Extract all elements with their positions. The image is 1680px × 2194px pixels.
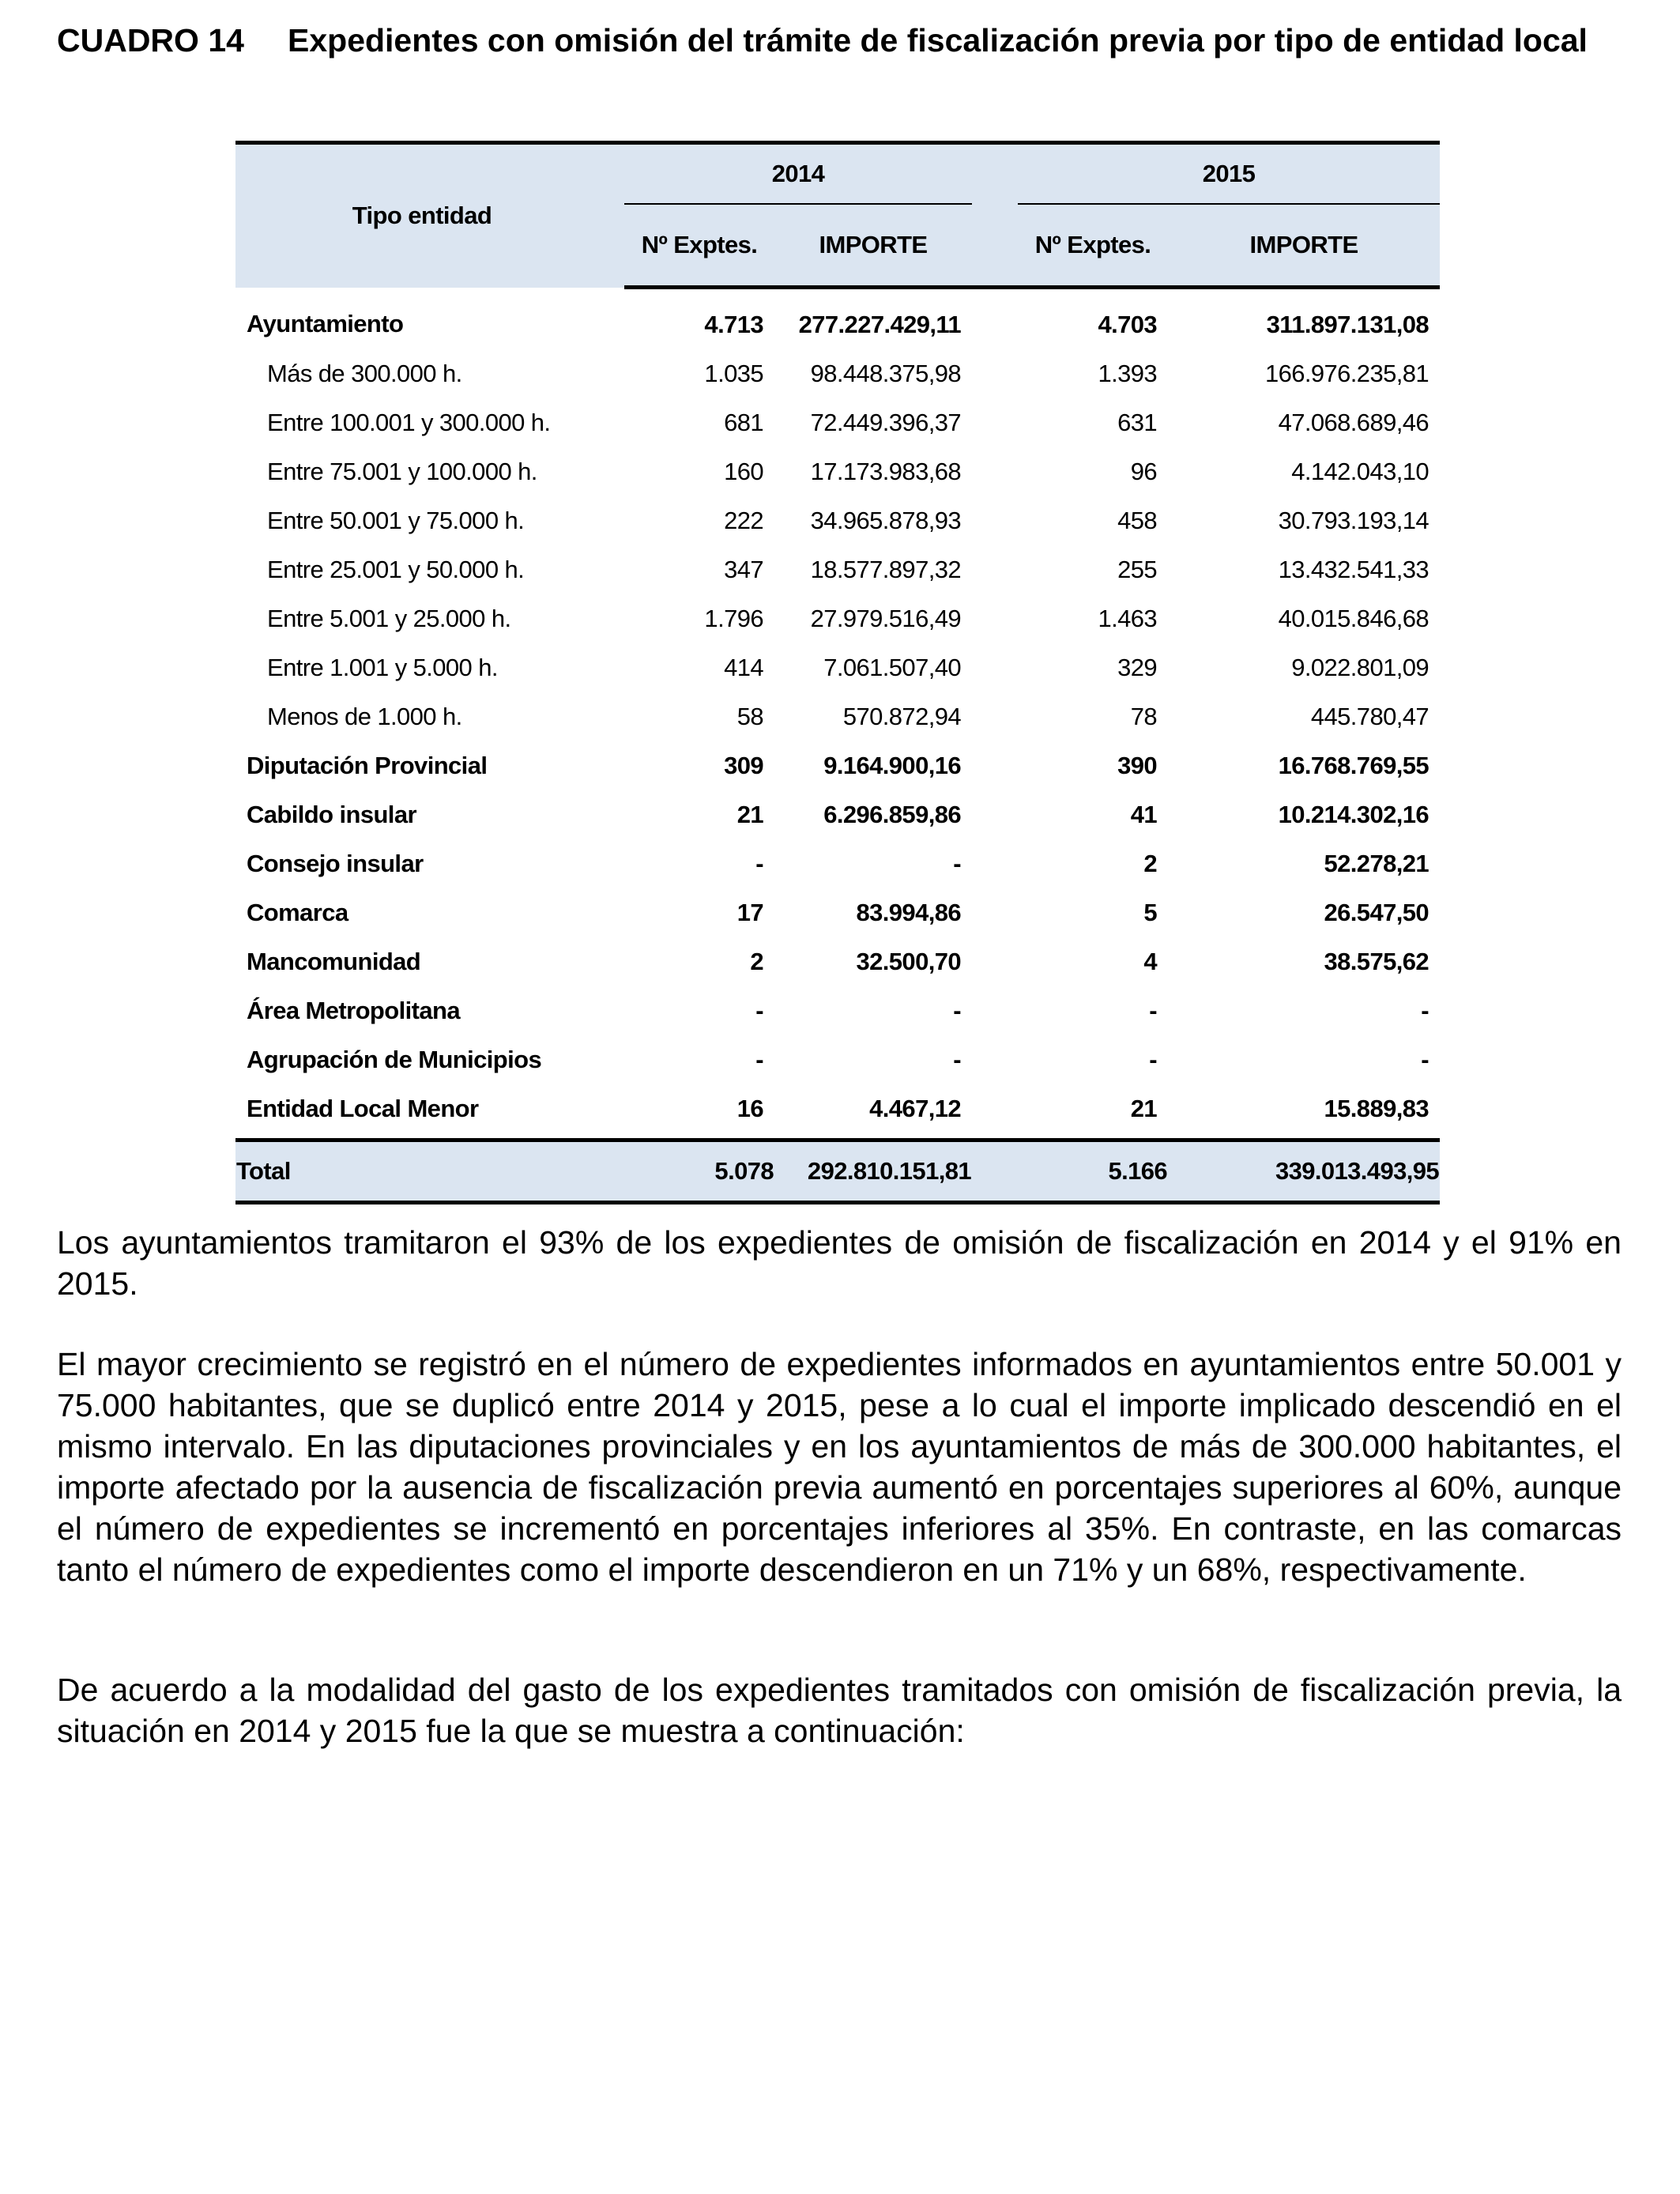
- row-label: Menos de 1.000 h.: [267, 703, 462, 730]
- row-exptes-2014: 1.796: [704, 605, 763, 632]
- row-importe-2014: 72.449.396,37: [810, 409, 962, 436]
- row-gap: [972, 594, 1018, 643]
- row-importe-2015: 311.897.131,08: [1266, 311, 1430, 338]
- row-importe-2015: 13.432.541,33: [1278, 556, 1430, 583]
- table-row: [235, 1084, 1440, 1140]
- table-number: CUADRO 14: [57, 22, 244, 58]
- row-importe-2015: 30.793.193,14: [1278, 507, 1430, 534]
- row-label: Consejo insular: [247, 850, 424, 877]
- paragraph-1: Los ayuntamientos tramitaron el 93% de los expedientes de omisión de fiscalización en 2014 y el 91% en 2015.: [57, 1224, 1622, 1302]
- paragraph-3: De acuerdo a la modalidad del gasto de los expedientes tramitados con omisión de fiscalización previa, la situación en 2014 y 2015 fue la que se muestra a continuación:: [57, 1672, 1622, 1749]
- total-gap: [972, 1140, 1018, 1203]
- row-exptes-2015: 96: [1130, 458, 1158, 485]
- row-importe-2014: 18.577.897,32: [810, 556, 962, 583]
- row-gap: [972, 790, 1018, 839]
- row-label: Entre 50.001 y 75.000 h.: [267, 507, 525, 534]
- row-exptes-2014: 16: [736, 1095, 763, 1122]
- row-exptes-2014: 1.035: [704, 360, 763, 387]
- row-importe-2015: 16.768.769,55: [1278, 752, 1430, 779]
- row-importe-2014: 98.448.375,98: [810, 360, 962, 387]
- table-row: [235, 790, 1440, 839]
- row-importe-2015: -: [1421, 1046, 1430, 1073]
- row-gap: [972, 986, 1018, 1035]
- row-gap: [972, 839, 1018, 888]
- row-label: Mancomunidad: [247, 948, 421, 975]
- total-label: Total: [235, 1140, 624, 1203]
- row-importe-2015: 445.780,47: [1310, 703, 1430, 730]
- row-importe-2015: 38.575,62: [1324, 948, 1430, 975]
- row-importe-2014: 570.872,94: [842, 703, 962, 730]
- row-importe-2014: 277.227.429,11: [798, 311, 962, 338]
- row-exptes-2014: 17: [736, 899, 763, 926]
- row-importe-2014: -: [953, 1046, 962, 1073]
- row-label: Entre 100.001 y 300.000 h.: [267, 409, 551, 436]
- row-label: Entre 75.001 y 100.000 h.: [267, 458, 537, 485]
- table-row: [235, 986, 1440, 1035]
- table-row: [235, 496, 1440, 545]
- row-label: Entidad Local Menor: [247, 1095, 479, 1122]
- row-gap: [972, 1035, 1018, 1084]
- row-exptes-2014: 222: [724, 507, 763, 534]
- row-exptes-2015: 21: [1130, 1095, 1158, 1122]
- total-exptes-2015: 5.166: [1018, 1140, 1168, 1203]
- row-exptes-2014: -: [755, 997, 763, 1024]
- table-title: Expedientes con omisión del trámite de fiscalización previa por tipo de entidad local: [288, 22, 1588, 58]
- data-table: [235, 141, 1440, 1204]
- row-label: Entre 5.001 y 25.000 h.: [267, 605, 511, 632]
- row-importe-2015: 40.015.846,68: [1278, 605, 1430, 632]
- row-label: Ayuntamiento: [247, 309, 404, 337]
- row-exptes-2015: 1.393: [1098, 360, 1158, 387]
- row-exptes-2014: 309: [724, 752, 763, 779]
- table-row: [235, 1035, 1440, 1084]
- row-importe-2014: -: [953, 997, 962, 1024]
- row-importe-2014: 83.994,86: [856, 899, 962, 926]
- table-header: [235, 143, 1440, 288]
- row-gap: [972, 1084, 1018, 1140]
- row-exptes-2015: 329: [1117, 654, 1158, 681]
- table-row: [235, 937, 1440, 986]
- row-gap: [972, 888, 1018, 937]
- row-gap: [972, 288, 1018, 350]
- row-label: Área Metropolitana: [247, 997, 460, 1024]
- header-gap: [972, 143, 1018, 205]
- header-year-2015: 2015: [1018, 143, 1440, 205]
- row-gap: [972, 741, 1018, 790]
- row-exptes-2014: -: [755, 1046, 763, 1073]
- header-tipo-entidad: Tipo entidad: [235, 143, 624, 288]
- table-row: [235, 839, 1440, 888]
- row-label: Cabildo insular: [247, 801, 416, 828]
- table-row: [235, 447, 1440, 496]
- row-importe-2014: 6.296.859,86: [823, 801, 962, 828]
- header-gap: [972, 204, 1018, 288]
- row-exptes-2015: 4.703: [1098, 311, 1158, 338]
- row-importe-2014: 32.500,70: [856, 948, 962, 975]
- row-exptes-2015: 1.463: [1098, 605, 1158, 632]
- row-importe-2015: 26.547,50: [1324, 899, 1430, 926]
- row-exptes-2015: 458: [1117, 507, 1158, 534]
- row-exptes-2014: 2: [750, 948, 763, 975]
- row-exptes-2014: 160: [724, 458, 763, 485]
- table-row: [235, 643, 1440, 692]
- row-exptes-2014: 4.713: [704, 311, 763, 338]
- row-importe-2015: 47.068.689,46: [1278, 409, 1430, 436]
- row-importe-2014: 4.467,12: [869, 1095, 962, 1122]
- row-label: Comarca: [247, 899, 348, 926]
- row-label: Entre 25.001 y 50.000 h.: [267, 556, 525, 583]
- row-exptes-2015: 2: [1143, 850, 1158, 877]
- header-exptes-2015: Nº Exptes.: [1018, 204, 1168, 288]
- table-row-total: [235, 1140, 1440, 1203]
- header-importe-2015: IMPORTE: [1168, 204, 1440, 288]
- row-gap: [972, 545, 1018, 594]
- row-importe-2015: 4.142.043,10: [1291, 458, 1430, 485]
- row-gap: [972, 496, 1018, 545]
- row-exptes-2015: 78: [1130, 703, 1158, 730]
- row-importe-2015: 166.976.235,81: [1264, 360, 1430, 387]
- total-importe-2015: 339.013.493,95: [1168, 1140, 1440, 1203]
- row-importe-2014: 27.979.516,49: [810, 605, 962, 632]
- table-row: [235, 692, 1440, 741]
- total-importe-2014: 292.810.151,81: [774, 1140, 972, 1203]
- table-row: [235, 349, 1440, 398]
- paragraph-2: El mayor crecimiento se registró en el número de expedientes informados en ayuntamientos entre 50.001 y 75.000 habitantes, que se duplicó entre 2014 y 2015, pese a lo cual el importe implicado descendió en el mismo intervalo. En las diputaciones provinciales y en los ayuntamientos de más de 300.000 habitantes, el importe afectado por la ausencia de fiscalización previa aumentó en porcentajes superiores al 60%, aunque el número de expedientes se incrementó en porcentajes inferiores al 35%. En contraste, en las comarcas tanto el número de expedientes como el importe descendieron en un 71% y un 68%, respectivamente.: [57, 1346, 1622, 1588]
- row-exptes-2014: -: [755, 850, 763, 877]
- row-gap: [972, 643, 1018, 692]
- row-importe-2014: 34.965.878,93: [810, 507, 962, 534]
- row-gap: [972, 398, 1018, 447]
- row-exptes-2015: 390: [1117, 752, 1158, 779]
- row-exptes-2015: -: [1149, 1046, 1158, 1073]
- row-exptes-2014: 414: [724, 654, 763, 681]
- header-exptes-2014: Nº Exptes.: [624, 204, 774, 288]
- table-row: [235, 594, 1440, 643]
- table-row: [235, 888, 1440, 937]
- row-label: Entre 1.001 y 5.000 h.: [267, 654, 498, 681]
- row-importe-2015: -: [1421, 997, 1430, 1024]
- row-importe-2014: 9.164.900,16: [823, 752, 962, 779]
- row-exptes-2015: 631: [1117, 409, 1158, 436]
- row-gap: [972, 349, 1018, 398]
- row-exptes-2015: 4: [1143, 948, 1158, 975]
- row-exptes-2015: 41: [1130, 801, 1158, 828]
- row-importe-2014: 7.061.507,40: [823, 654, 962, 681]
- row-label: Diputación Provincial: [247, 752, 488, 779]
- table-row: [235, 741, 1440, 790]
- table-footer: [235, 1140, 1440, 1203]
- row-importe-2015: 52.278,21: [1324, 850, 1430, 877]
- row-importe-2015: 10.214.302,16: [1278, 801, 1430, 828]
- data-table-container: [235, 141, 1440, 1204]
- row-importe-2014: 17.173.983,68: [810, 458, 962, 485]
- row-exptes-2015: -: [1149, 997, 1158, 1024]
- row-exptes-2014: 21: [736, 801, 763, 828]
- row-exptes-2014: 58: [736, 703, 763, 730]
- table-row: [235, 288, 1440, 350]
- row-importe-2014: -: [953, 850, 962, 877]
- row-exptes-2014: 347: [724, 556, 763, 583]
- table-row: [235, 545, 1440, 594]
- row-label: Más de 300.000 h.: [267, 360, 462, 387]
- row-label: Agrupación de Municipios: [247, 1046, 542, 1073]
- total-exptes-2014: 5.078: [624, 1140, 774, 1203]
- row-exptes-2015: 5: [1143, 899, 1158, 926]
- table-body: [235, 288, 1440, 1140]
- row-gap: [972, 692, 1018, 741]
- row-importe-2015: 15.889,83: [1324, 1095, 1430, 1122]
- table-row: [235, 398, 1440, 447]
- row-exptes-2014: 681: [724, 409, 763, 436]
- header-importe-2014: IMPORTE: [774, 204, 972, 288]
- row-importe-2015: 9.022.801,09: [1291, 654, 1430, 681]
- row-gap: [972, 447, 1018, 496]
- row-gap: [972, 937, 1018, 986]
- row-exptes-2015: 255: [1117, 556, 1158, 583]
- header-year-2014: 2014: [624, 143, 972, 205]
